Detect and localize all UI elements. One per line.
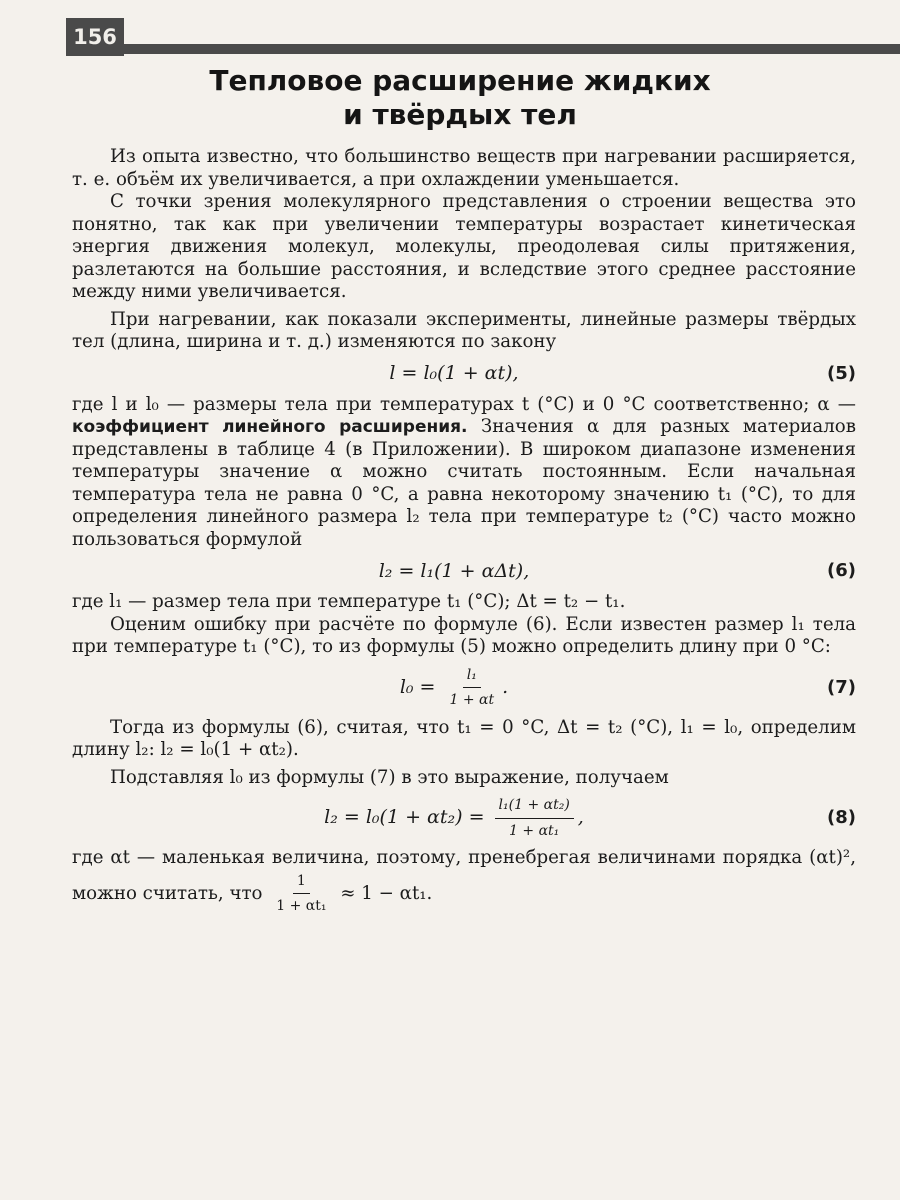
formula-8-number: (8) xyxy=(827,806,856,828)
page-body xyxy=(72,146,856,918)
paragraph-6: Оценим ошибку при расчёте по формуле (6). Если известен размер l₁ тела при температуре t₁ (°C), то из формулы (5) можно определить длину при 0 °C: xyxy=(72,613,856,657)
paragraph-4-start: где l и l₀ — размеры тела при температурах t (°C) и 0 °C соответственно; α — xyxy=(72,393,856,415)
paragraph-9 xyxy=(72,847,856,918)
paragraph-3: При нагревании, как показали эксперименты, линейные размеры твёрдых тел (длина, ширина и т. д.) изменяются по закону xyxy=(72,308,856,352)
paragraph-9-end: ≈ 1 − αt₁. xyxy=(334,882,433,904)
linear-expansion-term: коэффициент линейного расширения. xyxy=(72,417,468,437)
formula-8-fraction xyxy=(495,794,574,842)
paragraph-1: Из опыта известно, что большинство веществ при нагревании расширяется, т. е. объём их увеличивается, а при охлаждении уменьшается. xyxy=(72,146,856,190)
formula-8-left: l₂ = l₀(1 + αt₂) = xyxy=(324,806,485,828)
paragraph-9-fraction xyxy=(272,870,330,918)
page-number: 156 xyxy=(66,18,124,56)
formula-5 xyxy=(72,354,856,394)
paragraph-9-numerator: 1 xyxy=(293,870,310,895)
header-rule xyxy=(124,44,900,54)
paragraph-9-denominator: 1 + αt₁ xyxy=(276,898,327,914)
title-line-1: Тепловое расширение жидких xyxy=(209,64,711,97)
formula-6-number: (6) xyxy=(827,559,856,581)
formula-6-expression: l₂ = l₁(1 + αΔt), xyxy=(378,559,530,582)
paragraph-4 xyxy=(72,394,856,552)
formula-7 xyxy=(72,659,856,717)
formula-8 xyxy=(72,789,856,847)
paragraph-9-start: где αt — маленькая величина, поэтому, пренебрегая величинами порядка (αt)², можно считать, что xyxy=(72,847,856,904)
formula-7-number: (7) xyxy=(827,676,856,698)
formula-8-end: , xyxy=(577,806,584,828)
formula-8-denominator: 1 + αt₁ xyxy=(509,822,560,839)
formula-8-numerator: l₁(1 + αt₂) xyxy=(495,794,574,819)
paragraph-5: где l₁ — размер тела при температуре t₁ (°C); Δt = t₂ − t₁. xyxy=(72,591,626,612)
formula-7-end: . xyxy=(502,675,509,698)
paragraph-2: С точки зрения молекулярного представления о строении вещества это понятно, так как при увеличении температуры возрастает кинетическая энергия движения молекул, молекулы, преодолевая силы притяжения, разлетаются на большие расстояния, и вследствие этого среднее расстояние между ними увеличивается. xyxy=(72,191,856,302)
formula-7-numerator: l₁ xyxy=(463,664,481,689)
formula-7-fraction xyxy=(446,664,499,712)
paragraph-8: Подставляя l₀ из формулы (7) в это выражение, получаем xyxy=(110,766,669,788)
formula-7-denominator: 1 + αt xyxy=(449,692,495,708)
section-title xyxy=(0,64,900,132)
formula-5-number: (5) xyxy=(827,362,856,384)
paragraph-7: Тогда из формулы (6), считая, что t₁ = 0 °C, Δt = t₂ (°C), l₁ = l₀, определим длину l₂: l₂ = l₀(1 + αt₂). xyxy=(72,716,856,760)
paragraph-4-end: Значения α для разных материалов представлены в таблице 4 (в Приложении). В широком диапазоне изменения температуры значение α можно считать постоянным. Если начальная температура тела не равна 0 °C, а равна некоторому значению t₁ (°C), то для определения линейного размера l₂ тела при температуре t₂ (°C) часто можно пользоваться формулой xyxy=(72,416,856,550)
formula-5-expression: l = l₀(1 + αt), xyxy=(389,362,519,385)
formula-7-left: l₀ = xyxy=(399,675,436,698)
formula-6 xyxy=(72,551,856,591)
formula-8-body xyxy=(324,794,584,842)
formula-7-body xyxy=(400,664,508,712)
title-line-2: и твёрдых тел xyxy=(343,98,577,131)
